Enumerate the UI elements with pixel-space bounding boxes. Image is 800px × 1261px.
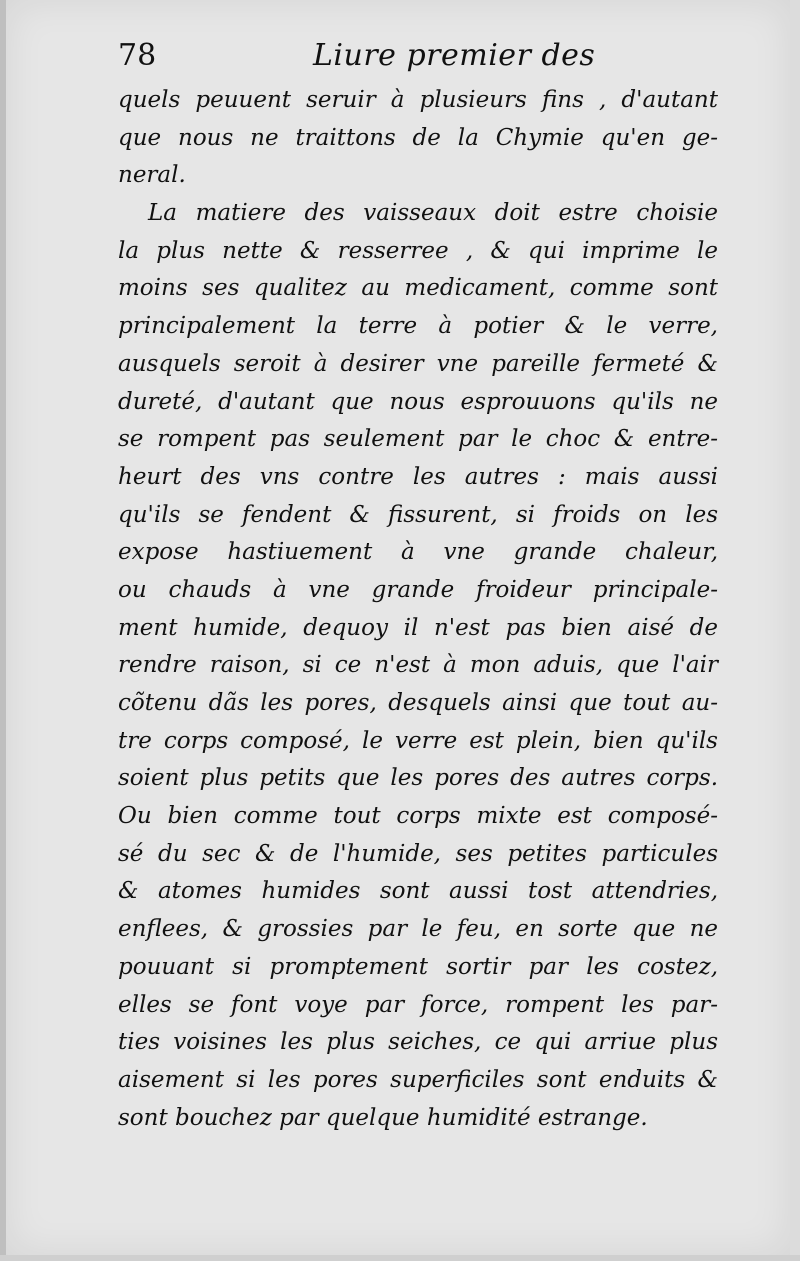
text-line: moins ses qualitez au medicament, comme sont bbox=[118, 275, 718, 302]
text-line: sont bouchez par quelque humidité estrange. bbox=[118, 1104, 648, 1131]
text-line: ausquels seroit à desirer vne pareille fermeté & bbox=[118, 350, 718, 377]
running-head bbox=[118, 38, 738, 78]
text-line: soient plus petits que les pores des autres corps. bbox=[118, 765, 718, 792]
text-line: elles se font voye par force, rompent les par- bbox=[118, 991, 718, 1018]
text-line: sé du sec & de l'humide, ses petites particules bbox=[118, 840, 718, 867]
text-line: rendre raison, si ce n'est à mon aduis, que l'air bbox=[118, 652, 718, 679]
text-line: expose hastiuement à vne grande chaleur, bbox=[118, 539, 718, 566]
text-line: ties voisines les plus seiches, ce qui arriue plus bbox=[118, 1029, 718, 1056]
text-line: que nous ne traittons de la Chymie qu'en ge- bbox=[118, 124, 718, 151]
text-line: Ou bien comme tout corps mixte est composé- bbox=[118, 803, 718, 830]
text-line: pouuant si promptement sortir par les costez, bbox=[118, 953, 718, 980]
text-line: principalement la terre à potier & le verre, bbox=[118, 313, 718, 340]
body-text bbox=[118, 82, 718, 1137]
page-bottom-edge bbox=[0, 1255, 800, 1261]
text-line: ou chauds à vne grande froideur principale- bbox=[118, 576, 718, 603]
text-line: aisement si les pores superficiles sont enduits & bbox=[118, 1066, 718, 1093]
text-line: tre corps composé, le verre est plein, bien qu'ils bbox=[118, 727, 718, 754]
text-line: ment humide, dequoy il n'est pas bien aisé de bbox=[118, 614, 718, 641]
text-line: dureté, d'autant que nous esprouuons qu'ils ne bbox=[118, 388, 718, 415]
text-line: cõtenu dãs les pores, desquels ainsi que tout au- bbox=[118, 690, 718, 716]
text-line: qu'ils se fendent & fissurent, si froids on les bbox=[118, 501, 718, 528]
text-line: neral. bbox=[118, 162, 186, 189]
page-number: 78 bbox=[118, 38, 157, 73]
text-line: quels peuuent seruir à plusieurs fins , d'autant bbox=[118, 87, 718, 113]
text-line: & atomes humides sont aussi tost attendries, bbox=[118, 878, 718, 905]
running-title: Liure premier des bbox=[313, 38, 596, 73]
text-line: La matiere des vaisseaux doit estre choisie bbox=[148, 200, 718, 227]
text-line: se rompent pas seulement par le choc & entre- bbox=[118, 426, 718, 453]
text-line: heurt des vns contre les autres : mais aussi bbox=[118, 463, 718, 490]
text-line: enflees, & grossies par le feu, en sorte que ne bbox=[118, 916, 718, 943]
text-line: la plus nette & resserree , & qui imprime le bbox=[118, 237, 718, 264]
